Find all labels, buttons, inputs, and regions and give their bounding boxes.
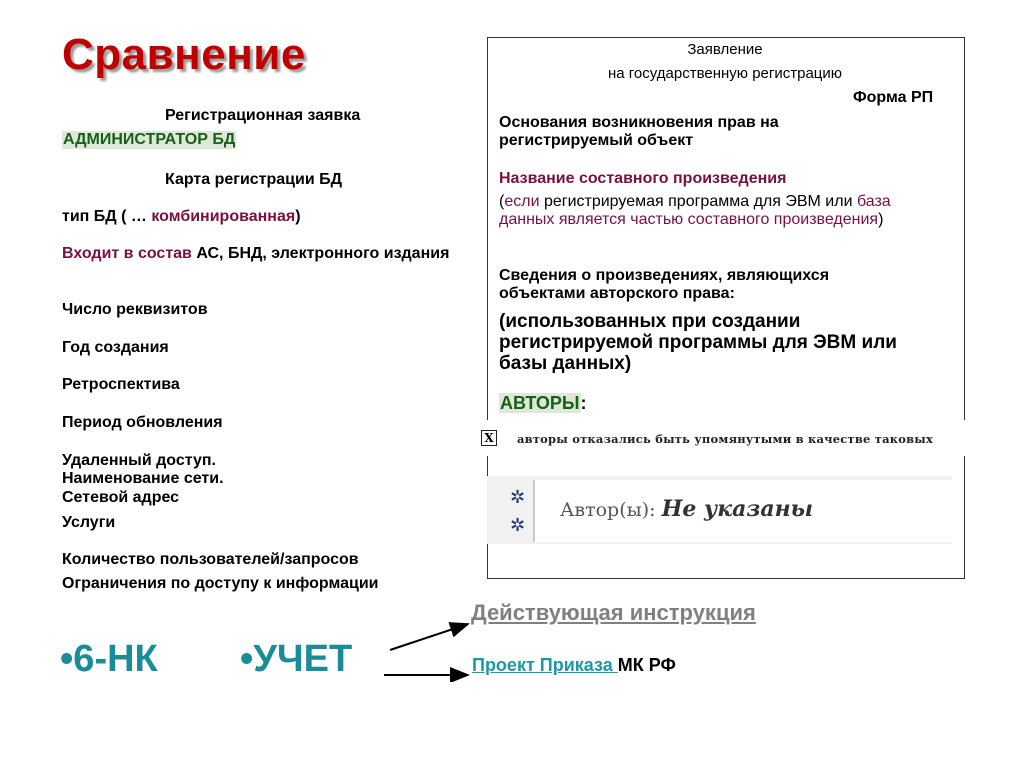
draft-order-link[interactable]: Проект Приказа — [472, 655, 618, 675]
arrows — [380, 620, 472, 682]
field-retrospective: Ретроспектива — [62, 376, 180, 393]
copyright-works-info: Сведения о произведениях, являющихся объектами авторского права: — [499, 267, 830, 302]
part-of-line — [62, 245, 472, 263]
author-field — [560, 496, 813, 522]
slide-title: Сравнение — [62, 30, 306, 79]
field-update-period: Период обновления — [62, 414, 223, 431]
db-admin-label: АДМИНИСТРАТОР БД — [63, 131, 236, 148]
field-remote-access: Удаленный доступ. — [62, 452, 216, 469]
snowflake-icon: ✲ — [510, 487, 526, 507]
authors-label: АВТОРЫ — [500, 393, 580, 413]
authors-declined-text: авторы отказались быть упомянутыми в качестве таковых — [517, 432, 934, 446]
panel-header-line2: на государственную регистрацию — [607, 65, 843, 82]
field-restrictions: Ограничения по доступу к информации — [62, 575, 379, 592]
composite-note-mid: регистрируемая программа для ЭВМ или — [539, 193, 857, 210]
bullet-accounting: •УЧЕТ — [240, 638, 353, 680]
current-instruction-link[interactable]: Действующая инструкция — [471, 600, 756, 625]
field-network-address: Сетевой адрес — [62, 489, 180, 506]
db-type-line — [62, 208, 301, 226]
author-field-label: Автор(ы): — [560, 499, 662, 521]
composite-work-title: Название составного произведения — [499, 170, 787, 187]
db-type-value: комбинированная — [151, 208, 296, 225]
db-type-suffix: ) — [295, 208, 301, 225]
part-of-rest: АС, БНД, электронного издания — [191, 245, 450, 262]
authors-declined-checkbox[interactable]: X — [481, 430, 497, 446]
author-field-value: Не указаны — [661, 496, 814, 522]
used-works-note: (использованных при создании регистрируемой программы для ЭВМ или базы данных) — [499, 311, 897, 374]
bullet-6nk: •6-НК — [60, 638, 158, 680]
panel-header-line1: Заявление — [687, 41, 763, 58]
registration-request-label: Регистрационная заявка — [165, 107, 361, 124]
draft-order-suffix: МК РФ — [617, 655, 676, 675]
composite-note-db: база данных является частью составного произведения — [499, 193, 891, 228]
db-registration-card-label: Карта регистрации БД — [165, 171, 343, 188]
snowflake-icon: ✲ — [510, 515, 526, 535]
field-network-name: Наименование сети. — [62, 470, 224, 487]
part-of-label: Входит в состав — [62, 245, 192, 262]
composite-note-close: ) — [878, 211, 884, 228]
draft-order-line — [472, 655, 676, 676]
field-requisites: Число реквизитов — [62, 301, 208, 318]
composite-note-if: если — [504, 193, 540, 210]
composite-note-open: ( — [499, 193, 505, 210]
authors-colon: : — [580, 393, 587, 413]
composite-work-note — [499, 193, 949, 229]
authors-heading — [499, 393, 587, 413]
field-year: Год создания — [62, 339, 169, 356]
grounds-of-rights: Основания возникновения прав на регистрируемый объект — [499, 114, 779, 149]
db-type-prefix: тип БД ( … — [62, 208, 152, 225]
field-services: Услуги — [62, 514, 116, 531]
arrow-to-instruction — [390, 624, 468, 650]
field-users: Количество пользователей/запросов — [62, 551, 359, 568]
form-code: Форма РП — [853, 89, 934, 106]
